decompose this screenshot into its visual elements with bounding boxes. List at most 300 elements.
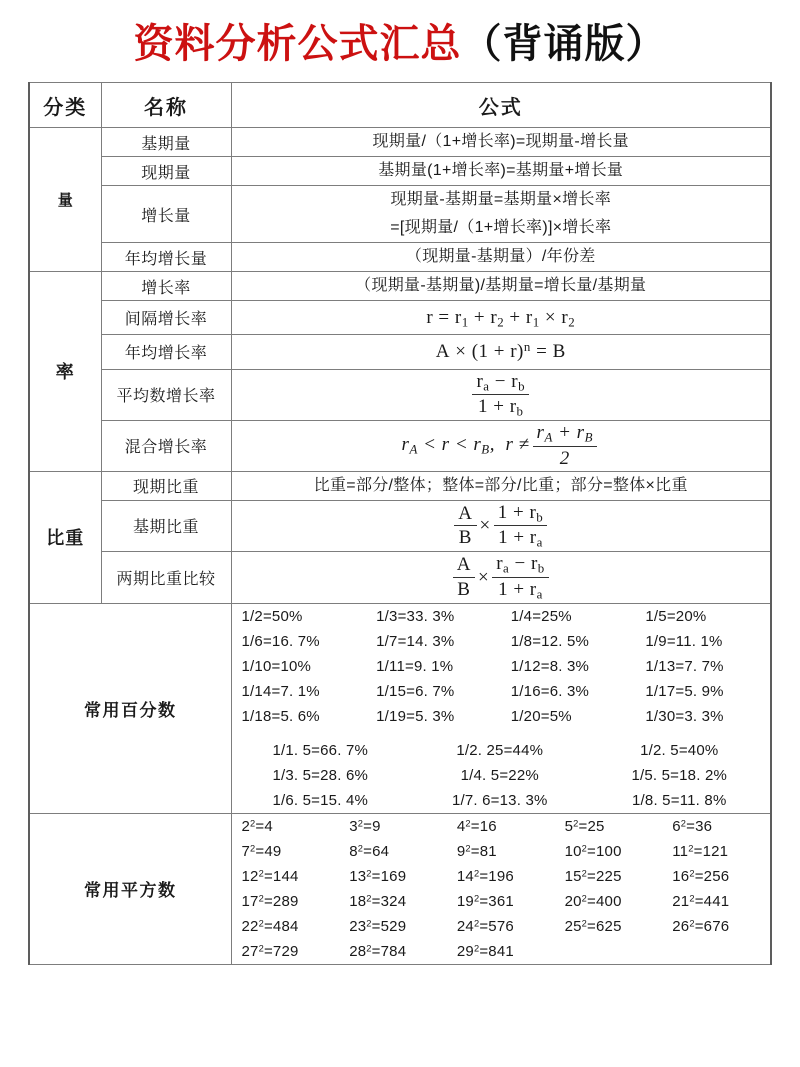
spacer-cell: [232, 729, 771, 738]
square-exponent: 2: [581, 867, 588, 878]
square-cell: [339, 939, 447, 964]
row-formula-zengzhangliang: [231, 186, 771, 243]
table-row: [29, 471, 771, 500]
square-result: =576: [479, 917, 514, 935]
square-result: =361: [479, 892, 514, 910]
row-formula-jiqiliang: 现期量/（1+增长率)=现期量-增长量: [231, 128, 771, 157]
spacer-row: [232, 729, 771, 738]
square-result: =841: [479, 942, 514, 960]
row-formula-liangqibizhongbijiao: [231, 552, 771, 604]
square-base: 19: [456, 892, 474, 910]
math-token: ,: [489, 434, 495, 456]
square-exponent: 2: [357, 817, 364, 828]
percent-row: [232, 629, 771, 654]
square-cell: [555, 939, 663, 964]
row-name-pingjunshuzengzhanglv: 平均数增长率: [101, 369, 231, 421]
row-formula-jiqibizhong: [231, 500, 771, 552]
square-base: 13: [349, 867, 367, 885]
square-base: 5: [564, 817, 574, 835]
square-exponent: 2: [258, 867, 264, 878]
math-token: r: [476, 370, 484, 392]
table-row-square-section: [29, 813, 771, 964]
table-row: [29, 272, 771, 301]
square-result: =64: [363, 842, 390, 860]
square-cell: [232, 889, 340, 914]
math-token: +: [509, 307, 521, 328]
math-token: 1: [498, 578, 509, 600]
square-cell: [339, 839, 447, 864]
math-token: r: [529, 501, 537, 523]
math-token: =: [438, 307, 450, 328]
square-base: 17: [241, 892, 259, 910]
square-exponent: 2: [473, 867, 480, 878]
percent-cell: 1/8=12. 5%: [501, 629, 636, 654]
square-cell: [339, 914, 447, 939]
square-result: =49: [255, 842, 282, 860]
square-result: =400: [587, 892, 622, 910]
square-result: =256: [694, 867, 730, 885]
formula-table: [28, 82, 772, 965]
math-token: =: [536, 341, 548, 363]
square-cell: [447, 839, 555, 864]
table-row: [29, 421, 771, 472]
math-token: +: [473, 307, 486, 328]
fraction: [472, 370, 529, 421]
math-token: r: [529, 578, 537, 600]
table-header-row: [29, 83, 771, 128]
math-subscript: 2: [497, 314, 505, 330]
square-exponent: 2: [680, 817, 687, 828]
percent-cell: 1/14=7. 1%: [232, 679, 367, 704]
square-cell: [232, 939, 340, 964]
square-base: 25: [564, 917, 582, 935]
math-token: r: [525, 307, 533, 328]
row-formula-hunhezengzhanglv: [231, 421, 771, 472]
square-result: =676: [694, 917, 730, 935]
square-cell: [555, 864, 663, 889]
square-exponent: 2: [689, 867, 695, 878]
square-exponent: 2: [258, 917, 264, 928]
percent-cell: 1/17=5. 9%: [635, 679, 770, 704]
math-token: r: [441, 434, 450, 456]
square-cell: [662, 939, 770, 964]
square-base: 15: [564, 867, 582, 885]
fraction: [533, 421, 597, 471]
square-base: 26: [672, 917, 690, 935]
square-exponent: 2: [366, 867, 372, 878]
square-exponent: 2: [689, 892, 695, 903]
section-label-square: 常用平方数: [29, 813, 231, 964]
square-result: =324: [371, 892, 407, 910]
math-subscript: B: [481, 441, 490, 457]
square-exponent: 2: [581, 917, 588, 928]
math-subscript: b: [537, 560, 545, 576]
row-formula-xianqiliang: 基期量(1+增长率)=基期量+增长量: [231, 157, 771, 186]
square-exponent: 2: [366, 892, 372, 903]
math-token: r: [473, 434, 482, 456]
math-token: (1: [471, 341, 489, 363]
square-base: 6: [672, 817, 681, 835]
square-cell: [662, 914, 770, 939]
math-subscript: a: [536, 586, 543, 602]
math-subscript: B: [584, 429, 593, 445]
percent-cell: 1/13=7. 7%: [635, 654, 770, 679]
square-cell: [447, 814, 555, 839]
percent-cell: 1/30=3. 3%: [635, 704, 770, 729]
square-base: 11: [672, 842, 689, 860]
table-row: [29, 243, 771, 272]
square-base: 10: [564, 842, 582, 860]
square-grid-cell: [231, 813, 771, 964]
table-row: [29, 186, 771, 243]
percent-cell: 1/18=5. 6%: [232, 704, 367, 729]
square-exponent: 2: [250, 817, 256, 828]
row-name-xianqiliang: 现期量: [101, 157, 231, 186]
row-formula-nianjunzengzhangliang: （现期量-基期量）/年份差: [231, 243, 771, 272]
fraction-numerator: A: [456, 554, 471, 575]
math-subscript: 1: [461, 314, 469, 330]
square-result: =196: [479, 867, 514, 885]
table-row: [29, 335, 771, 369]
square-result: =121: [693, 842, 729, 860]
fraction-denominator: [494, 525, 548, 551]
percent-row: [232, 704, 771, 729]
math-token: r: [401, 434, 410, 456]
row-name-zengzhanglv: 增长率: [101, 272, 231, 301]
formula-line-2: =[现期量/（1+增长率)]×增长率: [390, 219, 612, 236]
square-cell: [339, 864, 447, 889]
page-title-red-part: 资料分析公式汇总: [133, 22, 462, 66]
percent-decimal-cell: 1/7. 6=13. 3%: [411, 788, 591, 813]
square-base: 12: [241, 867, 259, 885]
math-subscript: 2: [568, 314, 576, 330]
square-result: =529: [371, 917, 407, 935]
math-token: r: [576, 422, 585, 443]
percent-decimal-cell: 1/2. 5=40%: [591, 738, 771, 763]
row-name-liangqibizhongbijiao: 两期比重比较: [101, 552, 231, 604]
table-row: [29, 128, 771, 157]
math-token: <: [454, 434, 469, 456]
table-row: [29, 552, 771, 604]
formula-line-1: 现期量-基期量=基期量×增长率: [390, 191, 612, 208]
math-token: ×: [455, 341, 467, 363]
percent-decimal-cell: 1/2. 25=44%: [411, 738, 591, 763]
percent-decimal-grid: [232, 729, 771, 813]
fraction-numerator: A: [458, 502, 473, 524]
row-formula-nianjunzengzhanglv: [231, 335, 771, 369]
square-exponent: 2: [465, 842, 471, 853]
math-token: +: [493, 396, 505, 418]
square-cell: [447, 914, 555, 939]
row-name-nianjunzengzhanglv: 年均增长率: [101, 335, 231, 369]
percent-row: [232, 654, 771, 679]
square-exponent: 2: [473, 942, 480, 953]
square-base: 28: [349, 942, 367, 960]
math-token: r: [490, 307, 498, 328]
square-exponent: 2: [573, 817, 579, 828]
percent-decimal-cell: 1/8. 5=11. 8%: [591, 788, 771, 813]
percent-cell: 1/16=6. 3%: [501, 679, 636, 704]
square-base: 3: [349, 817, 358, 835]
square-result: =169: [371, 867, 407, 885]
section-label-percent: 常用百分数: [29, 603, 231, 813]
square-cell: [232, 814, 340, 839]
math-token: r: [426, 307, 434, 328]
row-name-jiqibizhong: 基期比重: [101, 500, 231, 552]
math-token: r: [536, 422, 545, 443]
square-cell: [555, 839, 663, 864]
math-subscript: 1: [532, 314, 540, 330]
percent-row: [232, 604, 771, 629]
category-cell-liang: 量: [29, 128, 101, 272]
percent-grid: [232, 604, 771, 729]
table-row: [29, 369, 771, 421]
square-exponent: 2: [473, 892, 480, 903]
square-result: =144: [263, 867, 299, 885]
percent-cell: 1/20=5%: [501, 704, 636, 729]
math-token: ×: [479, 515, 491, 537]
percent-decimal-row: [232, 738, 771, 763]
math-token: r: [511, 370, 519, 392]
percent-decimal-cell: 1/1. 5=66. 7%: [232, 738, 412, 763]
square-base: 16: [672, 867, 690, 885]
row-formula-jiangezengzhanglv: [231, 301, 771, 335]
row-name-nianjunzengzhangliang: 年均增长量: [101, 243, 231, 272]
percent-cell: 1/5=20%: [635, 604, 770, 629]
percent-decimal-cell: 1/5. 5=18. 2%: [591, 763, 771, 788]
square-result: =4: [255, 817, 273, 835]
square-base: 27: [241, 942, 259, 960]
square-exponent: 2: [581, 842, 588, 853]
table-row: [29, 157, 771, 186]
math-expression-annual-growth: [436, 341, 566, 362]
fraction: [453, 553, 475, 602]
square-base: 8: [349, 842, 358, 860]
math-token: B: [552, 341, 566, 363]
square-exponent: 2: [357, 842, 364, 853]
math-token: +: [558, 422, 572, 443]
percent-cell: 1/19=5. 3%: [366, 704, 501, 729]
percent-cell: 1/9=11. 1%: [635, 629, 770, 654]
percent-grid-cell: [231, 603, 771, 813]
row-name-xianqibizhong: 现期比重: [101, 471, 231, 500]
math-subscript: b: [518, 378, 526, 394]
category-cell-lv: 率: [29, 272, 101, 472]
math-subscript: b: [536, 509, 544, 525]
fraction-denominator: 2: [533, 446, 597, 471]
square-base: 29: [456, 942, 474, 960]
math-token: −: [514, 553, 526, 574]
math-token: −: [494, 370, 506, 392]
math-expression-proportion-compare: [450, 553, 552, 602]
square-result: =484: [263, 917, 299, 935]
square-exponent: 2: [258, 942, 264, 953]
fraction-denominator: [472, 394, 529, 420]
row-formula-pingjunshuzengzhanglv: [231, 369, 771, 421]
square-row: [232, 889, 771, 914]
fraction-numerator: [492, 552, 549, 577]
math-token: r): [510, 341, 524, 363]
row-name-jiqiliang: 基期量: [101, 128, 231, 157]
percent-decimal-cell: 1/6. 5=15. 4%: [232, 788, 412, 813]
table-row-percent-section: [29, 603, 771, 813]
fraction-denominator: [492, 577, 549, 603]
square-result: =36: [686, 817, 713, 835]
math-token: r: [496, 553, 504, 574]
header-name: 名称: [101, 83, 231, 128]
percent-decimal-row: [232, 763, 771, 788]
math-token: <: [423, 434, 437, 456]
math-token: r: [530, 553, 538, 574]
math-subscript: A: [544, 429, 553, 445]
square-result: =625: [587, 917, 622, 935]
square-base: 24: [456, 917, 474, 935]
square-grid: [232, 814, 771, 964]
percent-decimal-row: [232, 788, 771, 813]
fraction: [492, 552, 549, 603]
percent-decimal-cell: 1/3. 5=28. 6%: [232, 763, 412, 788]
square-result: =16: [470, 817, 497, 835]
square-row: [232, 814, 771, 839]
square-cell: [232, 914, 340, 939]
square-result: =441: [694, 892, 730, 910]
math-token: ≠: [518, 434, 530, 456]
square-base: 9: [456, 842, 466, 860]
math-token: +: [513, 578, 525, 600]
square-cell: [339, 814, 447, 839]
math-token: 1: [498, 527, 509, 549]
fraction: [494, 501, 548, 552]
math-token: r: [561, 307, 569, 328]
header-category: 分类: [29, 83, 101, 128]
square-base: 22: [241, 917, 259, 935]
math-subscript: b: [516, 403, 524, 419]
square-base: 20: [564, 892, 582, 910]
square-cell: [447, 864, 555, 889]
square-result: =784: [371, 942, 407, 960]
math-token: r: [529, 527, 537, 549]
row-formula-zengzhanglv: （现期量-基期量)/基期量=增长量/基期量: [231, 272, 771, 301]
square-cell: [555, 814, 663, 839]
square-result: =289: [263, 892, 299, 910]
square-exponent: 2: [689, 917, 695, 928]
square-exponent: 2: [366, 917, 372, 928]
square-exponent: 2: [366, 942, 372, 953]
math-subscript: a: [536, 534, 543, 550]
math-token: 1: [497, 501, 508, 523]
math-expression-base-proportion: [451, 501, 550, 550]
math-token: +: [512, 501, 525, 523]
percent-row: [232, 679, 771, 704]
math-token: +: [513, 527, 525, 549]
percent-decimal-cell: 1/4. 5=22%: [411, 763, 591, 788]
math-expression-average-growth: [469, 370, 532, 419]
percent-cell: 1/4=25%: [501, 604, 636, 629]
square-base: 18: [349, 892, 367, 910]
square-result: =81: [470, 842, 497, 860]
page-title: [0, 22, 800, 66]
square-exponent: 2: [688, 842, 694, 853]
square-base: 21: [672, 892, 690, 910]
square-base: 7: [241, 842, 251, 860]
square-exponent: 2: [250, 842, 256, 853]
square-row: [232, 939, 771, 964]
math-token: r: [509, 396, 517, 418]
square-cell: [662, 814, 770, 839]
square-base: 2: [241, 817, 251, 835]
square-cell: [232, 864, 340, 889]
math-subscript: a: [503, 560, 510, 576]
percent-cell: 1/6=16. 7%: [232, 629, 367, 654]
fraction: [454, 502, 476, 551]
square-row: [232, 839, 771, 864]
percent-cell: 1/11=9. 1%: [366, 654, 501, 679]
square-cell: [662, 864, 770, 889]
math-token: ×: [477, 566, 490, 588]
square-result: =100: [587, 842, 622, 860]
fraction-numerator: [494, 501, 548, 526]
square-cell: [555, 914, 663, 939]
fraction-numerator: [533, 421, 597, 446]
row-name-jiangezengzhanglv: 间隔增长率: [101, 301, 231, 335]
square-result: =25: [578, 817, 605, 835]
square-result: =729: [263, 942, 299, 960]
square-cell: [339, 889, 447, 914]
math-expression-mixed-growth: [401, 422, 600, 469]
math-subscript: A: [409, 441, 418, 457]
page-title-wrapper: [0, 0, 800, 82]
square-cell: [447, 939, 555, 964]
square-cell: [232, 839, 340, 864]
math-token: ×: [544, 307, 557, 328]
math-token: +: [493, 341, 505, 363]
square-result: =225: [587, 867, 622, 885]
square-row: [232, 864, 771, 889]
square-row: [232, 914, 771, 939]
percent-cell: 1/3=33. 3%: [366, 604, 501, 629]
square-cell: [662, 839, 770, 864]
fraction-denominator: B: [454, 525, 476, 550]
square-cell: [447, 889, 555, 914]
math-superscript: n: [523, 339, 531, 355]
percent-cell: 1/12=8. 3%: [501, 654, 636, 679]
square-exponent: 2: [473, 917, 480, 928]
fraction-denominator: B: [453, 577, 475, 602]
square-exponent: 2: [258, 892, 264, 903]
square-exponent: 2: [465, 817, 471, 828]
table-row: [29, 301, 771, 335]
math-token: 1: [478, 396, 488, 418]
math-subscript: a: [483, 378, 490, 394]
percent-cell: 1/10=10%: [232, 654, 367, 679]
math-token: r: [505, 434, 514, 456]
percent-cell: 1/7=14. 3%: [366, 629, 501, 654]
square-base: 14: [456, 867, 474, 885]
percent-cell: 1/15=6. 7%: [366, 679, 501, 704]
row-formula-xianqibizhong: 比重=部分/整体；整体=部分/比重；部分=整体×比重: [231, 471, 771, 500]
percent-cell: 1/2=50%: [232, 604, 367, 629]
fraction-numerator: [472, 370, 529, 395]
category-cell-bizhong: 比重: [29, 471, 101, 603]
square-cell: [555, 889, 663, 914]
math-token: A: [435, 341, 450, 363]
row-name-zengzhangliang: 增长量: [101, 186, 231, 243]
page-title-black-part: （背诵版）: [461, 22, 667, 66]
row-name-hunhezengzhanglv: 混合增长率: [101, 421, 231, 472]
square-cell: [662, 889, 770, 914]
table-row: [29, 500, 771, 552]
header-formula: 公式: [231, 83, 771, 128]
